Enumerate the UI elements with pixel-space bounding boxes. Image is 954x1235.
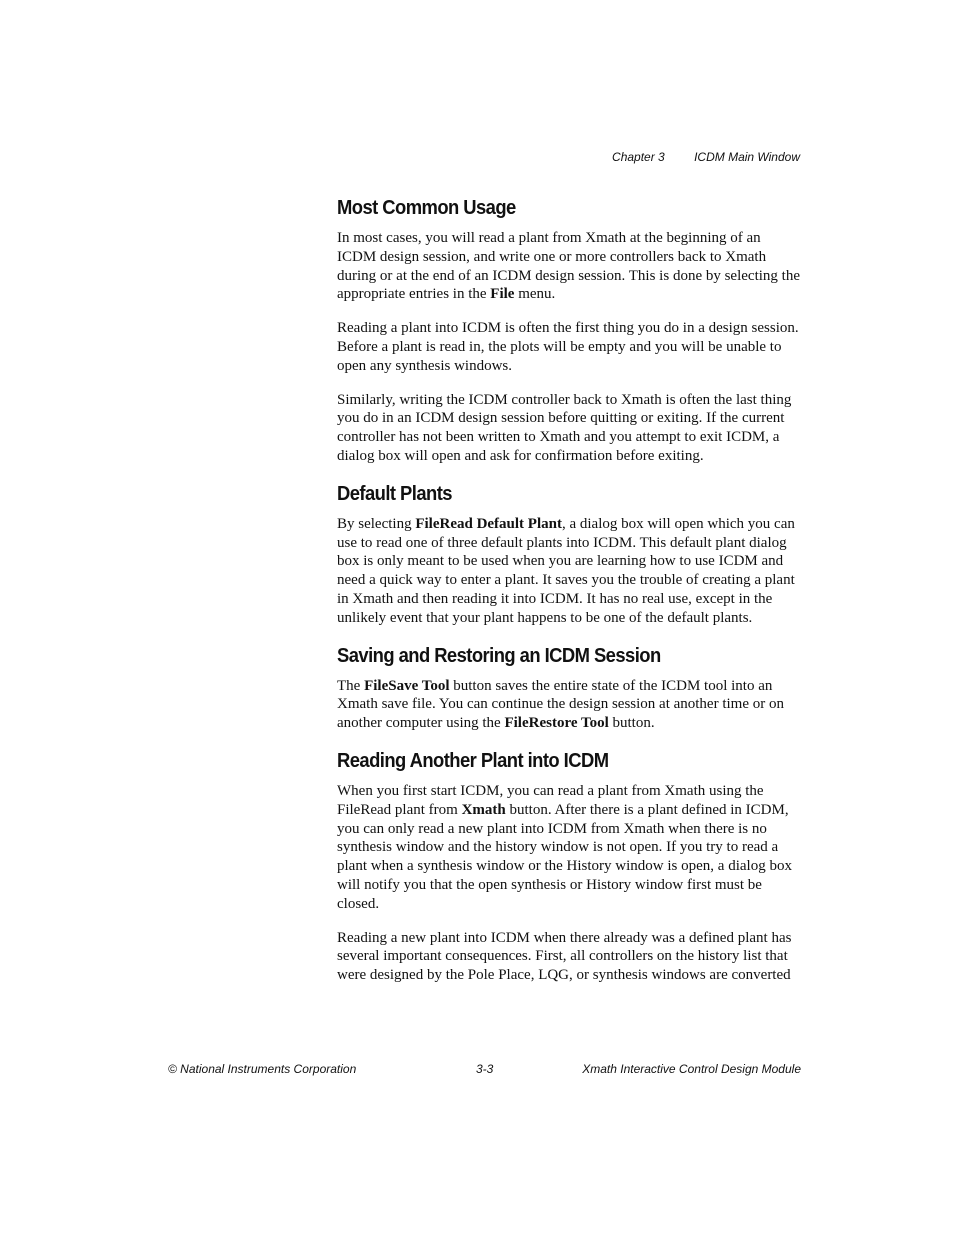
- text-run: Reading a new plant into ICDM when there already was a defined plant has several important consequences. First, all controllers on the history list that were designed by the Pole Place, LQG, or synthesis windows are converted: [337, 929, 792, 984]
- text-run: When you first start ICDM, you can read a plant from Xmath using the FileRead plant from: [337, 782, 764, 818]
- body-paragraph: [337, 229, 801, 304]
- section-heading: Reading Another Plant into ICDM: [337, 749, 609, 772]
- body-paragraph: [337, 391, 801, 466]
- text-run: The: [337, 677, 365, 694]
- text-run: Similarly, writing the ICDM controller back to Xmath is often the last thing you do in an ICDM design session before quitting or exiting. If the current controller has not been written to Xmath and you attempt to exit ICDM, a dialog box will open and ask for confirmation before exiting.: [337, 391, 792, 464]
- footer-product-name: Xmath Interactive Control Design Module: [582, 1062, 801, 1076]
- main-content: [337, 195, 801, 1000]
- text-run: , a dialog box will open which you can use to read one of three default plants into ICDM. This default plant dialog box is only meant to be used when you are learning how to use ICDM and need a quick way to enter a plant. It saves you the trouble of creating a plant in Xmath and then reading it into ICDM. It has no real use, except in the unlikely event that your plant happens to be one of the default plants.: [337, 515, 795, 626]
- text-run: Reading a plant into ICDM is often the first thing you do in a design session. Before a plant is read in, the plots will be empty and you will be unable to open any synthesis windows.: [337, 320, 799, 374]
- chapter-title: ICDM Main Window: [694, 150, 800, 164]
- text-run: In most cases, you will read a plant from Xmath at the beginning of an ICDM design session, and write one or more controllers back to Xmath during or at the end of an ICDM design session. This is done by selecting the appropriate entries in the: [337, 230, 800, 303]
- section: [337, 643, 801, 733]
- section-heading: Most Common Usage: [337, 197, 516, 219]
- text-run: button. After there is a plant defined in ICDM, you can only read a new plant into ICDM from Xmath when there is no synthesis window and the history window is not open. If you try to read a plant when a synthesis window or the History window is open, a dialog box will notify you that the open synthesis or History window first must be closed.: [337, 801, 792, 912]
- page-number: 3-3: [476, 1062, 494, 1076]
- bold-term: FileRead Default Plant: [415, 515, 562, 532]
- text-run: button saves the entire state of the ICDM tool into an Xmath save file. You can continue the design session at another time or on another computer using the: [337, 677, 784, 732]
- body-paragraph: [337, 515, 801, 628]
- text-run: menu.: [514, 286, 556, 303]
- bold-term: FileRestore Tool: [504, 715, 609, 732]
- section: [337, 748, 801, 985]
- text-run: button.: [608, 715, 655, 732]
- bold-term: Xmath: [461, 801, 506, 818]
- bold-term: FileSave Tool: [364, 677, 450, 694]
- body-paragraph: [337, 677, 801, 733]
- section-heading: Saving and Restoring an ICDM Session: [337, 644, 661, 667]
- body-paragraph: [337, 929, 801, 985]
- body-paragraph: [337, 319, 801, 375]
- chapter-label: Chapter 3: [612, 150, 665, 164]
- footer-copyright: © National Instruments Corporation: [168, 1062, 357, 1076]
- running-header: [612, 150, 800, 164]
- section: [337, 195, 801, 466]
- section: [337, 481, 801, 628]
- body-paragraph: [337, 782, 801, 914]
- text-run: By selecting: [337, 515, 416, 532]
- section-heading: Default Plants: [337, 482, 452, 505]
- bold-term: File: [490, 286, 515, 303]
